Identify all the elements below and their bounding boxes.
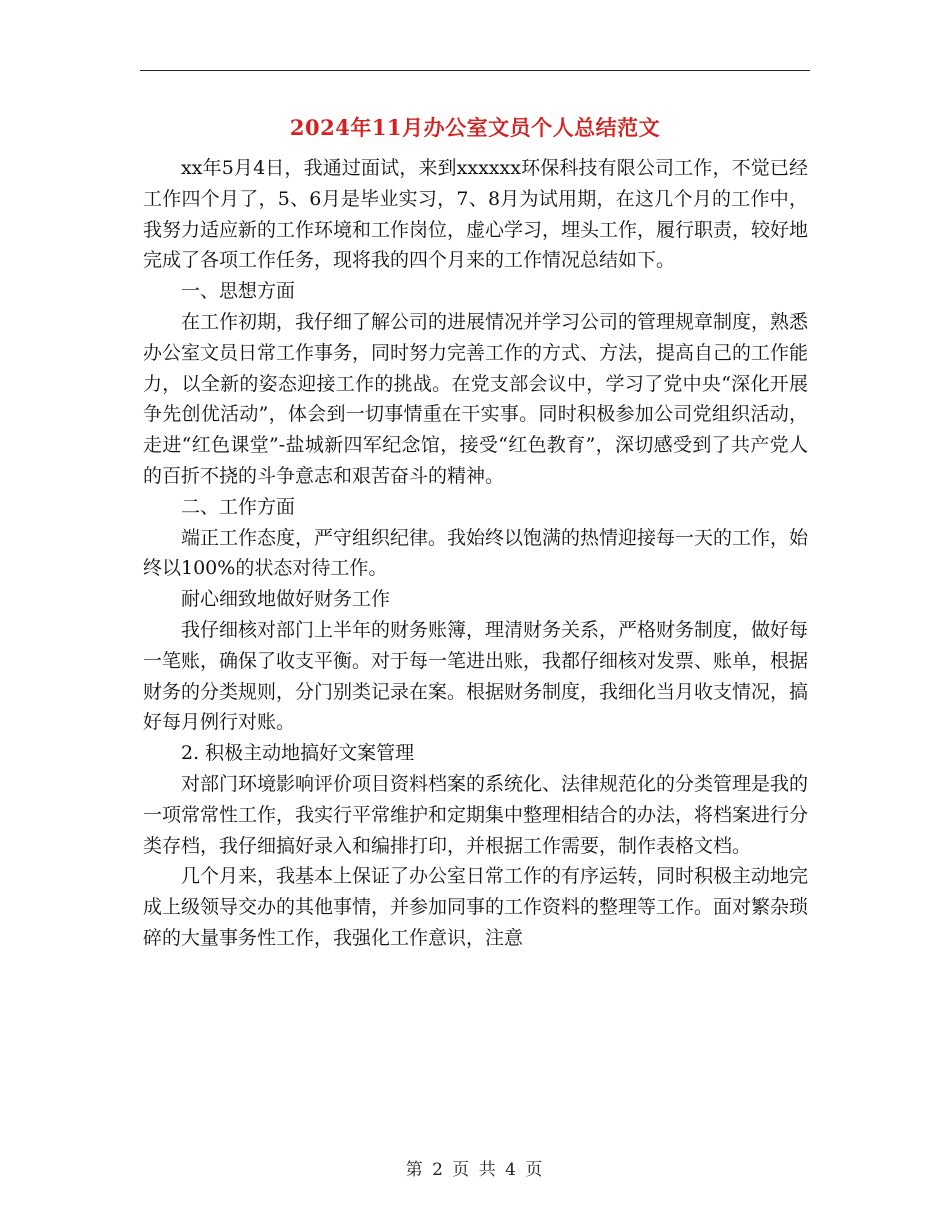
paragraph-intro: xx年5月4日，我通过面试，来到xxxxxx环保科技有限公司工作，不觉已经工作四个月了，5、6月是毕业实习，7、8月为试用期，在这几个月的工作中，我努力适应新的工作环境和工作岗位，虚心学习，埋头工作，履行职责，较好地完成了各项工作任务，现将我的四个月来的工作情况总结如下。: [143, 157, 809, 272]
section-heading-thought: 一、思想方面: [181, 280, 296, 303]
paragraph-archives: 对部门环境影响评价项目资料档案的系统化、法律规范化的分类管理是我的一项常常性工作，我实行平常维护和定期集中整理相结合的办法，将档案进行分类存档，我仔细搞好录入和编排打印，并根据工作需要，制作表格文档。: [143, 772, 809, 857]
document-body: [143, 153, 808, 954]
subheading-finance: 耐心细致地做好财务工作: [181, 588, 391, 611]
paragraph-attitude: 端正工作态度，严守组织纪律。我始终以饱满的热情迎接每一天的工作，始终以100%的状态对待工作。: [143, 526, 809, 580]
paragraph-finance: 我仔细核对部门上半年的财务账簿，理清财务关系，严格财务制度，做好每一笔账，确保了收支平衡。对于每一笔进出账，我都仔细核对发票、账单，根据财务的分类规则，分门别类记录在案。根据财务制度，我细化当月收支情况，搞好每月例行对账。: [143, 618, 809, 734]
document-title: 2024年11月办公室文员个人总结范文: [289, 115, 661, 140]
paragraph-thought: 在工作初期，我仔细了解公司的进展情况并学习公司的管理规章制度，熟悉办公室文员日常工作事务，同时努力完善工作的方式、方法，提高自己的工作能力，以全新的姿态迎接工作的挑战。在党支部会议中，学习了党中央“深化开展争先创优活动”，体会到一切事情重在干实事。同时积极参加公司党组织活动，走进“红色课堂”-盐城新四军纪念馆，接受“红色教育”，深切感受到了共产党人的百折不挠的斗争意志和艰苦奋斗的精神。: [143, 310, 809, 487]
header-rule: [140, 70, 810, 71]
paragraph-summary: 几个月来，我基本上保证了办公室日常工作的有序运转，同时积极主动地完成上级领导交办的其他事情，并参加同事的工作资料的整理等工作。面对繁杂琐碎的大量事务性工作，我强化工作意识，注意: [143, 865, 809, 949]
subheading-archives: 2. 积极主动地搞好文案管理: [181, 742, 415, 765]
section-heading-work: 二、工作方面: [181, 495, 296, 518]
page-number: 第 2 页 共 4 页: [405, 1160, 545, 1180]
